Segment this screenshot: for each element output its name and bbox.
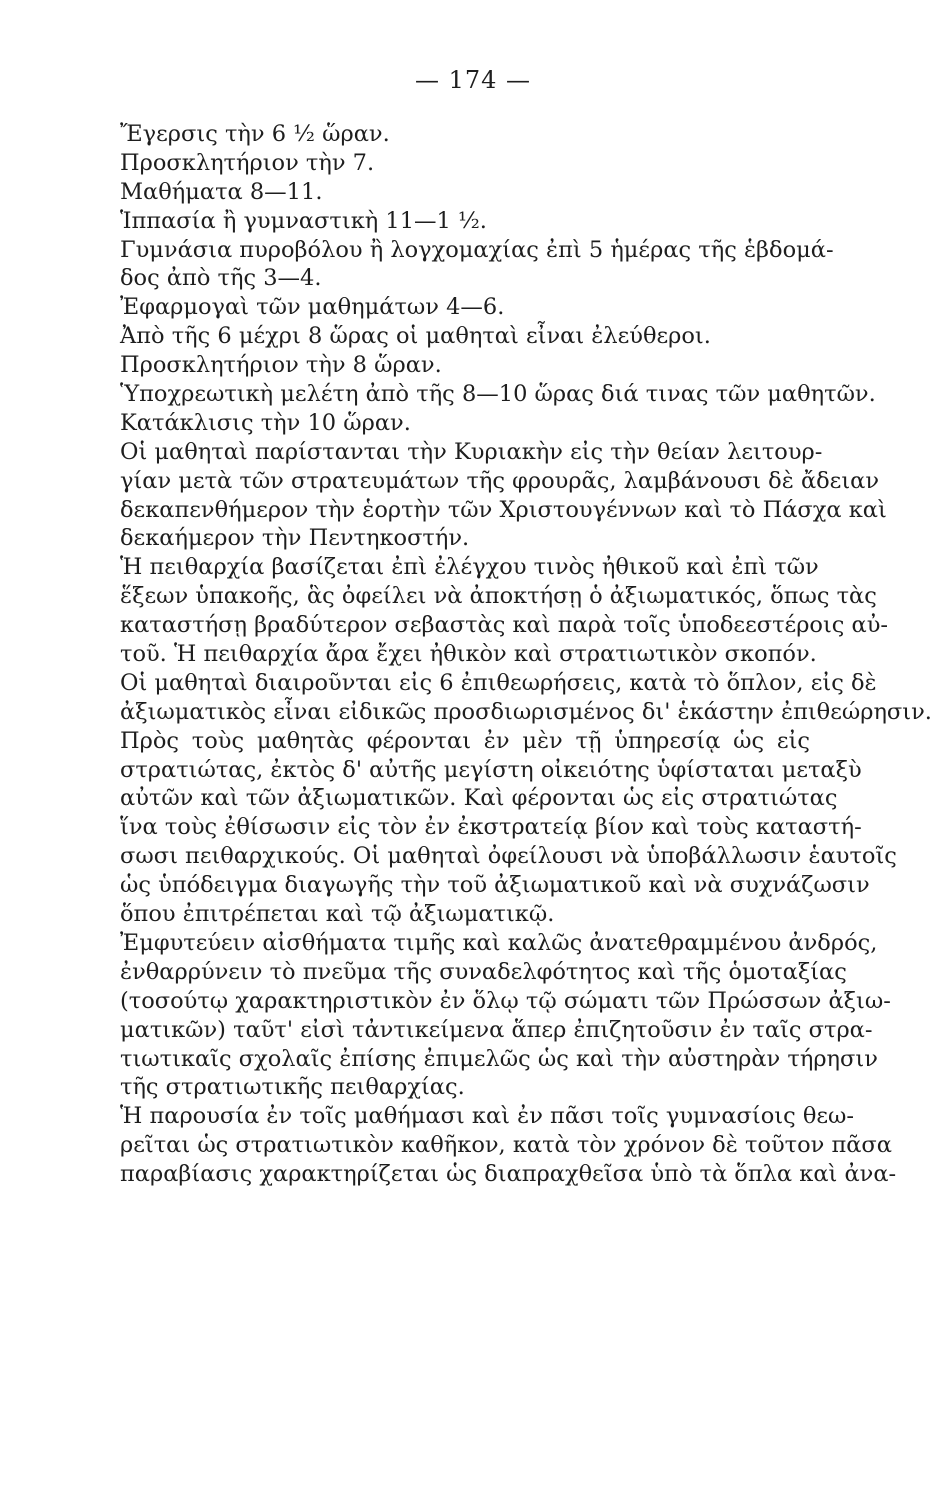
text-line: τῆς στρατιωτικῆς πειθαρχίας. [120, 1074, 465, 1101]
text-line: ὡς ὑπόδειγμα διαγωγῆς τὴν τοῦ ἀξιωματικοῦ καὶ νὰ συχνάζωσιν [120, 872, 870, 899]
text-line: αὐτῶν καὶ τῶν ἀξιωματικῶν. Καὶ φέρονται ὡς εἰς στρατιώτας [120, 785, 838, 812]
text-line: ἵνα τοὺς ἐθίσωσιν εἰς τὸν ἐν ἐκστρατείᾳ βίον καὶ τοὺς καταστή- [120, 814, 862, 841]
paragraph-conduct [120, 727, 897, 929]
text-line: δεκαήμερον τὴν Πεντηκοστήν. [120, 525, 470, 552]
text-line: Ἀπὸ τῆς 6 μέχρι 8 ὥρας οἱ μαθηταὶ εἶναι ἐλεύθεροι. [120, 323, 711, 350]
text-line: τοῦ. Ἡ πειθαρχία ἄρα ἔχει ἠθικὸν καὶ στρατιωτικὸν σκοπόν. [120, 641, 817, 668]
page-number: — 174 — [414, 66, 532, 94]
text-line: Μαθήματα 8—11. [120, 178, 323, 205]
text-line: Ἔγερσις τὴν 6 ½ ὥραν. [120, 121, 390, 147]
text-line: Προσκλητήριον τὴν 8 ὥραν. [120, 352, 442, 379]
text-line: σωσι πειθαρχικούς. Οἱ μαθηταὶ ὀφείλουσι νὰ ὑποβάλλωσιν ἑαυτοῖς [120, 843, 897, 870]
text-line: ματικῶν) ταῦτ' εἰσὶ τἀντικείμενα ἅπερ ἐπιζητοῦσιν ἐν ταῖς στρα- [120, 1016, 873, 1043]
text-line: στρατιώτας, ἐκτὸς δ' αὐτῆς μεγίστη οἰκειότης ὑφίσταται μεταξὺ [120, 756, 862, 783]
text-line: Οἱ μαθηταὶ παρίστανται τὴν Κυριακὴν εἰς τὴν θείαν λειτουρ- [120, 438, 823, 465]
text-line: καταστήσῃ βραδύτερον σεβαστὰς καὶ παρὰ τοῖς ὑποδεεστέροις αὐ- [120, 612, 889, 639]
text-line: δεκαπενθήμερον τὴν ἑορτὴν τῶν Χριστουγέννων καὶ τὸ Πάσχα καὶ [120, 496, 887, 523]
text-line: Ἐφαρμογαὶ τῶν μαθημάτων 4—6. [120, 294, 505, 321]
text-line: ἕξεων ὑπακοῆς, ἃς ὀφείλει νὰ ἀποκτήσῃ ὁ ἀξιωματικός, ὅπως τὰς [120, 583, 877, 610]
text-line: Ὑποχρεωτικὴ μελέτη ἀπὸ τῆς 8—10 ὥρας διά τινας τῶν μαθητῶν. [120, 381, 876, 408]
text-line: Ἡ παρουσία ἐν τοῖς μαθήμασι καὶ ἐν πᾶσι τοῖς γυμνασίοις θεω- [120, 1103, 854, 1130]
text-line: (τοσούτῳ χαρακτηριστικὸν ἐν ὅλῳ τῷ σώματι τῶν Πρώσσων ἀξιω- [120, 987, 891, 1014]
paragraph-discipline [120, 553, 889, 669]
text-line: Ἡ πειθαρχία βασίζεται ἐπὶ ἐλέγχου τινὸς ἠθικοῦ καὶ ἐπὶ τῶν [120, 554, 819, 581]
text-line: ἐνθαρρύνειν τὸ πνεῦμα τῆς συναδελφότητος καὶ τῆς ὁμοταξίας [120, 958, 847, 985]
paragraph-holidays [120, 438, 887, 554]
daily-schedule [120, 120, 876, 438]
text-line: Ἐμφυτεύειν αἰσθήματα τιμῆς καὶ καλῶς ἀνατεθραμμένου ἀνδρός, [120, 929, 878, 956]
text-line: Πρὸς τοὺς μαθητὰς φέρονται ἐν μὲν τῇ ὑπηρεσίᾳ ὡς εἰς [120, 727, 810, 754]
text-line: ρεῖται ὡς στρατιωτικὸν καθῆκον, κατὰ τὸν χρόνον δὲ τοῦτον πᾶσα [120, 1132, 892, 1159]
text-line: δος ἀπὸ τῆς 3—4. [120, 265, 322, 292]
text-line: ὅπου ἐπιτρέπεται καὶ τῷ ἀξιωματικῷ. [120, 901, 555, 928]
text-line: Κατάκλισις τὴν 10 ὥραν. [120, 409, 411, 436]
text-line: τιωτικαῖς σχολαῖς ἐπίσης ἐπιμελῶς ὡς καὶ τὴν αὐστηρὰν τήρησιν [120, 1045, 878, 1072]
text-line: γίαν μετὰ τῶν στρατευμάτων τῆς φρουρᾶς, λαμβάνουσι δὲ ἄδειαν [120, 467, 880, 494]
paragraph-division [120, 669, 932, 727]
text-line: ἀξιωματικὸς εἶναι εἰδικῶς προσδιωρισμένος δι' ἑκάστην ἐπιθεώρησιν. [120, 698, 932, 725]
paragraph-duty [120, 1102, 897, 1189]
text-line: παραβίασις χαρακτηρίζεται ὡς διαπραχθεῖσα ὑπὸ τὰ ὅπλα καὶ ἀνα- [120, 1161, 897, 1188]
text-line: Οἱ μαθηταὶ διαιροῦνται εἰς 6 ἐπιθεωρήσεις, κατὰ τὸ ὅπλον, εἰς δὲ [120, 669, 877, 696]
paragraph-honor [120, 929, 891, 1102]
page-body [120, 120, 932, 1189]
text-line: Προσκλητήριον τὴν 7. [120, 149, 375, 176]
text-line: Γυμνάσια πυροβόλου ἢ λογχομαχίας ἐπὶ 5 ἡμέρας τῆς ἑβδομά- [120, 236, 834, 263]
text-line: Ἱππασία ἢ γυμναστικὴ 11—1 ½. [120, 207, 487, 234]
